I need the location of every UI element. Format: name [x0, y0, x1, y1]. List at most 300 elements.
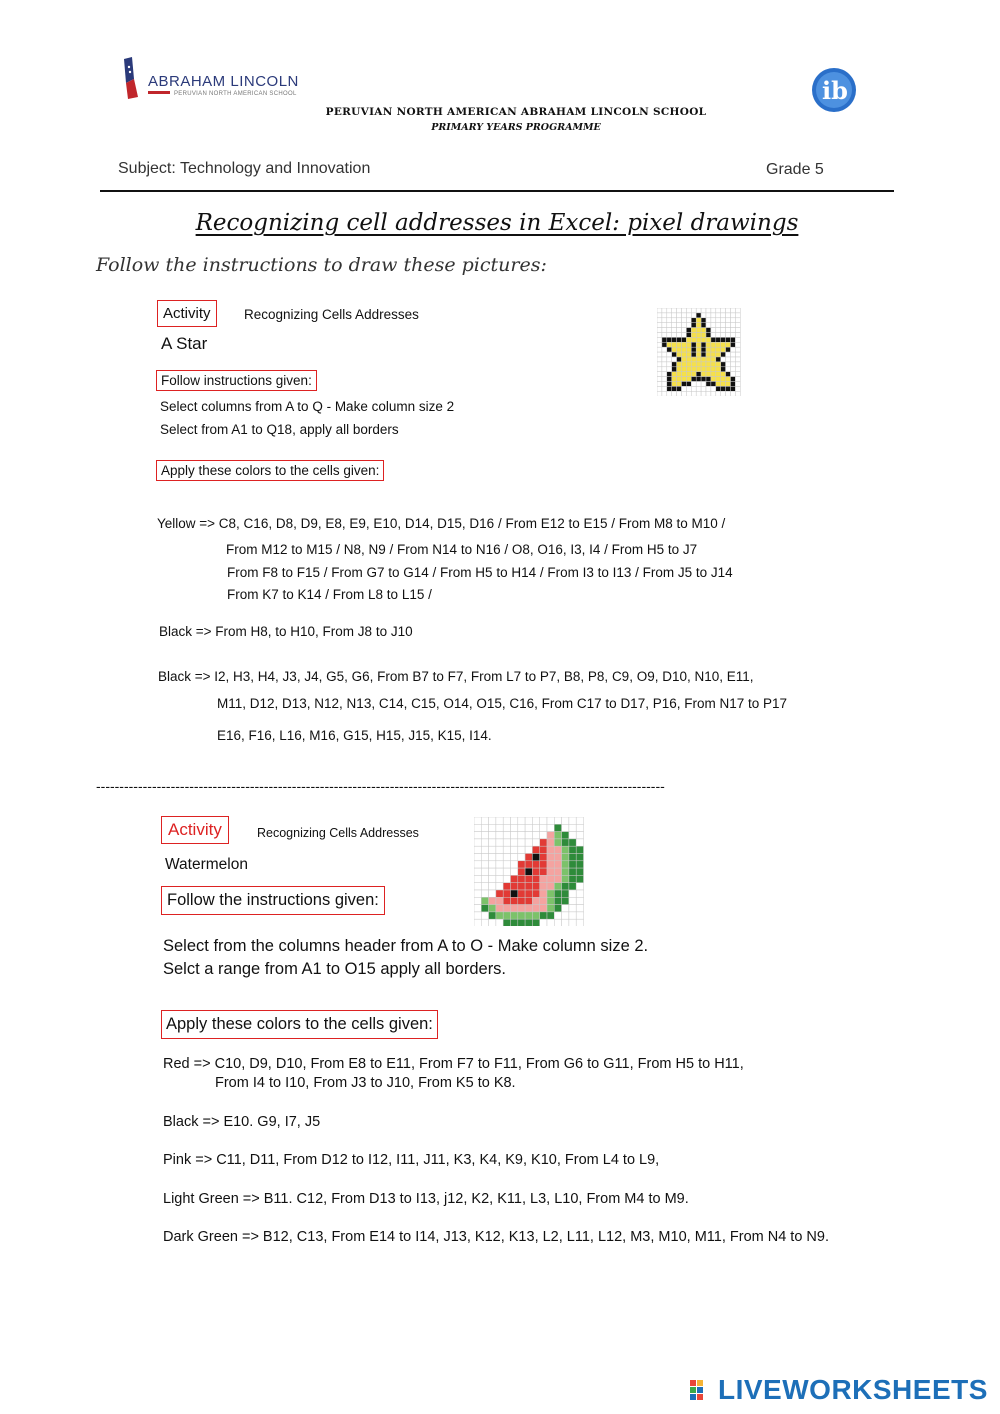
pixel-cell: [525, 824, 532, 831]
intro-text: Follow the instructions to draw these pictures:: [96, 254, 547, 276]
pixel-cell: [691, 362, 696, 367]
activity1-step2: Select from A1 to Q18, apply all borders: [160, 422, 399, 437]
pixel-cell: [474, 824, 481, 831]
pixel-cell: [677, 313, 682, 318]
pixel-cell: [667, 362, 672, 367]
pixel-cell: [706, 372, 711, 377]
pixel-cell: [657, 328, 662, 333]
pixel-cell: [677, 337, 682, 342]
liveworksheets-icon: [690, 1380, 712, 1402]
pixel-cell: [562, 912, 569, 919]
pixel-cell: [682, 386, 687, 391]
pixel-cell: [474, 817, 481, 824]
pixel-cell: [657, 347, 662, 352]
pixel-cell: [547, 919, 554, 926]
pixel-cell: [716, 372, 721, 377]
pixel-cell: [547, 912, 554, 919]
pixel-cell: [518, 824, 525, 831]
pixel-cell: [554, 919, 561, 926]
pixel-cell: [711, 352, 716, 357]
pixel-cell: [662, 382, 667, 387]
pixel-cell: [554, 817, 561, 824]
pixel-cell: [731, 367, 736, 372]
pixel-cell: [721, 313, 726, 318]
pixel-cell: [691, 328, 696, 333]
pixel-cell: [562, 846, 569, 853]
pixel-cell: [489, 919, 496, 926]
pixel-cell: [489, 905, 496, 912]
pixel-cell: [489, 890, 496, 897]
pixel-cell: [731, 328, 736, 333]
pixel-cell: [677, 342, 682, 347]
pixel-cell: [721, 357, 726, 362]
pixel-cell: [489, 868, 496, 875]
pixel-cell: [682, 362, 687, 367]
pixel-cell: [554, 875, 561, 882]
pixel-cell: [721, 362, 726, 367]
pixel-cell: [691, 318, 696, 323]
pixel-cell: [489, 861, 496, 868]
pixel-cell: [731, 333, 736, 338]
pixel-cell: [518, 875, 525, 882]
pixel-cell: [576, 912, 583, 919]
pixel-cell: [554, 824, 561, 831]
pixel-cell: [657, 362, 662, 367]
pixel-cell: [540, 883, 547, 890]
pixel-cell: [532, 905, 539, 912]
pixel-cell: [686, 352, 691, 357]
pixel-cell: [682, 328, 687, 333]
pixel-cell: [481, 861, 488, 868]
pixel-cell: [735, 342, 740, 347]
pixel-cell: [662, 337, 667, 342]
pixel-cell: [525, 839, 532, 846]
pixel-cell: [576, 897, 583, 904]
activity1-step1: Select columns from A to Q - Make column size 2: [160, 399, 455, 414]
pixel-cell: [562, 868, 569, 875]
pixel-cell: [667, 352, 672, 357]
pixel-cell: [657, 308, 662, 313]
pixel-cell: [672, 333, 677, 338]
pixel-cell: [735, 347, 740, 352]
pixel-cell: [735, 362, 740, 367]
pixel-cell: [672, 313, 677, 318]
pixel-cell: [518, 817, 525, 824]
pixel-cell: [547, 905, 554, 912]
pixel-cell: [735, 337, 740, 342]
pixel-cell: [576, 824, 583, 831]
pixel-cell: [481, 905, 488, 912]
pixel-cell: [686, 328, 691, 333]
pixel-cell: [686, 323, 691, 328]
pixel-cell: [496, 832, 503, 839]
pixel-cell: [691, 357, 696, 362]
pixel-cell: [686, 382, 691, 387]
activity1-black-line3: E16, F16, L16, M16, G15, H15, J15, K15, I14.: [217, 728, 492, 743]
pixel-cell: [576, 846, 583, 853]
pixel-cell: [562, 905, 569, 912]
pixel-cell: [696, 372, 701, 377]
pixel-cell: [701, 308, 706, 313]
pixel-cell: [711, 372, 716, 377]
liveworksheets-brand: [690, 1374, 990, 1408]
pixel-cell: [662, 342, 667, 347]
pixel-cell: [706, 352, 711, 357]
pixel-cell: [691, 342, 696, 347]
pixel-cell: [554, 897, 561, 904]
pixel-cell: [701, 386, 706, 391]
pixel-cell: [726, 386, 731, 391]
pixel-cell: [540, 875, 547, 882]
pixel-cell: [701, 347, 706, 352]
pixel-cell: [532, 846, 539, 853]
pixel-cell: [569, 890, 576, 897]
pixel-cell: [731, 323, 736, 328]
pixel-cell: [696, 391, 701, 396]
pixel-cell: [686, 386, 691, 391]
pixel-cell: [657, 323, 662, 328]
pixel-cell: [711, 337, 716, 342]
pixel-cell: [576, 905, 583, 912]
pixel-cell: [662, 391, 667, 396]
pixel-cell: [662, 386, 667, 391]
pixel-cell: [503, 912, 510, 919]
pixel-cell: [554, 839, 561, 846]
pixel-cell: [662, 367, 667, 372]
pixel-cell: [706, 382, 711, 387]
pixel-cell: [481, 832, 488, 839]
pixel-cell: [496, 824, 503, 831]
pixel-cell: [726, 382, 731, 387]
pixel-cell: [525, 854, 532, 861]
activity1-yellow-line2: From M12 to M15 / N8, N9 / From N14 to N16 / O8, O16, I3, I4 / From H5 to J7: [226, 542, 698, 557]
pixel-cell: [518, 890, 525, 897]
pixel-cell: [667, 372, 672, 377]
pixel-cell: [726, 352, 731, 357]
pixel-cell: [686, 357, 691, 362]
pixel-cell: [667, 347, 672, 352]
pixel-cell: [677, 328, 682, 333]
pixel-cell: [540, 861, 547, 868]
pixel-cell: [711, 391, 716, 396]
programme-name: PRIMARY YEARS PROGRAMME: [431, 122, 601, 133]
pixel-cell: [667, 318, 672, 323]
pixel-cell: [532, 832, 539, 839]
pixel-cell: [726, 333, 731, 338]
pixel-cell: [532, 883, 539, 890]
pixel-cell: [576, 839, 583, 846]
pixel-cell: [721, 323, 726, 328]
pixel-cell: [696, 386, 701, 391]
pixel-cell: [686, 377, 691, 382]
pixel-cell: [532, 875, 539, 882]
pixel-cell: [677, 391, 682, 396]
pixel-cell: [691, 386, 696, 391]
pixel-cell: [532, 919, 539, 926]
pixel-cell: [706, 328, 711, 333]
pixel-cell: [532, 868, 539, 875]
pixel-cell: [731, 382, 736, 387]
pixel-cell: [481, 846, 488, 853]
pixel-cell: [525, 832, 532, 839]
pixel-cell: [682, 323, 687, 328]
pixel-cell: [672, 308, 677, 313]
pixel-cell: [657, 318, 662, 323]
pixel-cell: [532, 897, 539, 904]
pixel-cell: [489, 839, 496, 846]
pixel-cell: [716, 362, 721, 367]
pixel-cell: [576, 868, 583, 875]
pixel-cell: [696, 382, 701, 387]
pixel-cell: [540, 832, 547, 839]
pixel-cell: [667, 377, 672, 382]
school-logo: [118, 55, 299, 105]
pixel-cell: [682, 313, 687, 318]
pixel-cell: [503, 919, 510, 926]
pixel-cell: [662, 352, 667, 357]
pixel-cell: [576, 854, 583, 861]
pixel-cell: [672, 323, 677, 328]
pixel-cell: [696, 362, 701, 367]
pixel-cell: [540, 919, 547, 926]
pixel-cell: [657, 372, 662, 377]
activity2-step2: Selct a range from A1 to O15 apply all borders.: [163, 960, 507, 978]
pixel-cell: [569, 846, 576, 853]
pixel-cell: [701, 328, 706, 333]
pixel-cell: [532, 854, 539, 861]
pixel-cell: [711, 377, 716, 382]
pixel-cell: [532, 824, 539, 831]
activity2-light-green: Light Green => B11. C12, From D13 to I13, j12, K2, K11, L3, L10, From M4 to M9.: [163, 1191, 689, 1207]
pixel-cell: [682, 391, 687, 396]
pixel-cell: [667, 313, 672, 318]
pixel-cell: [691, 313, 696, 318]
pixel-cell: [562, 883, 569, 890]
pixel-cell: [711, 323, 716, 328]
activity2-red-line1: Red => C10, D9, D10, From E8 to E11, From F7 to F11, From G6 to G11, From H5 to H11,: [163, 1056, 744, 1072]
pixel-cell: [677, 377, 682, 382]
activity2-red-line2: From I4 to I10, From J3 to J10, From K5 to K8.: [215, 1075, 516, 1091]
ib-logo-icon: [810, 66, 858, 114]
pixel-cell: [691, 347, 696, 352]
pixel-cell: [547, 817, 554, 824]
pixel-cell: [525, 905, 532, 912]
pixel-cell: [701, 367, 706, 372]
pixel-cell: [511, 890, 518, 897]
pixel-cell: [686, 391, 691, 396]
pixel-cell: [696, 352, 701, 357]
pixel-cell: [721, 318, 726, 323]
pixel-cell: [481, 817, 488, 824]
pixel-cell: [696, 308, 701, 313]
pixel-cell: [716, 308, 721, 313]
pixel-cell: [474, 868, 481, 875]
pixel-cell: [496, 883, 503, 890]
pixel-cell: [686, 347, 691, 352]
pixel-cell: [540, 839, 547, 846]
pixel-cell: [576, 890, 583, 897]
pixel-cell: [696, 337, 701, 342]
pixel-cell: [532, 817, 539, 824]
pixel-cell: [682, 377, 687, 382]
activity2-colors-label: Apply these colors to the cells given:: [161, 1010, 438, 1039]
pixel-cell: [731, 342, 736, 347]
pixel-cell: [667, 357, 672, 362]
pixel-cell: [540, 905, 547, 912]
pixel-cell: [662, 377, 667, 382]
pixel-cell: [576, 861, 583, 868]
pixel-cell: [496, 875, 503, 882]
pixel-cell: [735, 323, 740, 328]
pixel-cell: [731, 362, 736, 367]
pixel-cell: [481, 875, 488, 882]
pixel-cell: [677, 352, 682, 357]
activity1-follow-label: Follow instructions given:: [156, 370, 317, 391]
pixel-cell: [716, 377, 721, 382]
pixel-cell: [682, 308, 687, 313]
pixel-cell: [701, 362, 706, 367]
pixel-cell: [691, 377, 696, 382]
pixel-cell: [731, 352, 736, 357]
pixel-cell: [547, 854, 554, 861]
pixel-cell: [696, 342, 701, 347]
pixel-cell: [532, 912, 539, 919]
pixel-cell: [735, 372, 740, 377]
activity1-black-line1: Black => I2, H3, H4, J3, J4, G5, G6, From B7 to F7, From L7 to P7, B8, P8, C9, O9, D10, N10, E11,: [158, 669, 754, 684]
pixel-cell: [569, 875, 576, 882]
pixel-cell: [511, 905, 518, 912]
pixel-cell: [711, 313, 716, 318]
pixel-cell: [657, 333, 662, 338]
pixel-cell: [677, 347, 682, 352]
pixel-cell: [474, 861, 481, 868]
pixel-cell: [691, 337, 696, 342]
pixel-cell: [682, 372, 687, 377]
pixel-cell: [503, 846, 510, 853]
pixel-cell: [525, 897, 532, 904]
pixel-cell: [682, 357, 687, 362]
pixel-cell: [731, 318, 736, 323]
pixel-cell: [518, 883, 525, 890]
pixel-cell: [503, 883, 510, 890]
pixel-cell: [569, 824, 576, 831]
pixel-cell: [554, 868, 561, 875]
pixel-cell: [576, 875, 583, 882]
pixel-cell: [554, 912, 561, 919]
pixel-cell: [672, 377, 677, 382]
pixel-cell: [474, 875, 481, 882]
pixel-cell: [569, 912, 576, 919]
pixel-cell: [721, 382, 726, 387]
activity1-yellow-line1: Yellow => C8, C16, D8, D9, E8, E9, E10, D14, D15, D16 / From E12 to E15 / From M8 to M10 /: [157, 516, 726, 531]
pixel-cell: [511, 824, 518, 831]
pixel-cell: [667, 391, 672, 396]
pixel-cell: [511, 897, 518, 904]
pixel-cell: [711, 342, 716, 347]
activity2-follow-label: Follow the instructions given:: [161, 886, 385, 915]
pixel-cell: [562, 875, 569, 882]
pixel-cell: [576, 832, 583, 839]
pixel-cell: [672, 357, 677, 362]
pixel-cell: [474, 905, 481, 912]
pixel-cell: [735, 367, 740, 372]
pixel-cell: [496, 861, 503, 868]
pixel-cell: [540, 912, 547, 919]
pixel-cell: [706, 386, 711, 391]
pixel-cell: [691, 367, 696, 372]
pixel-cell: [672, 382, 677, 387]
pixel-cell: [711, 386, 716, 391]
pixel-cell: [540, 824, 547, 831]
pixel-cell: [677, 362, 682, 367]
pixel-cell: [667, 328, 672, 333]
pixel-cell: [511, 861, 518, 868]
pixel-cell: [721, 372, 726, 377]
pixel-cell: [716, 347, 721, 352]
pixel-cell: [547, 824, 554, 831]
pixel-cell: [562, 832, 569, 839]
pixel-cell: [672, 362, 677, 367]
grade-label: Grade 5: [766, 161, 824, 178]
pixel-cell: [474, 890, 481, 897]
pixel-cell: [731, 386, 736, 391]
pixel-cell: [701, 352, 706, 357]
pixel-cell: [547, 897, 554, 904]
pixel-cell: [503, 875, 510, 882]
pixel-cell: [696, 318, 701, 323]
pixel-cell: [562, 861, 569, 868]
activity2-pink: Pink => C11, D11, From D12 to I12, I11, J11, K3, K4, K9, K10, From L4 to L9,: [163, 1152, 660, 1168]
activity1-yellow-line3: From F8 to F15 / From G7 to G14 / From H5 to H14 / From I3 to I13 / From J5 to J14: [227, 565, 733, 580]
pixel-cell: [667, 337, 672, 342]
pixel-cell: [554, 861, 561, 868]
pixel-cell: [682, 382, 687, 387]
pixel-cell: [525, 875, 532, 882]
pixel-cell: [711, 308, 716, 313]
pixel-cell: [562, 824, 569, 831]
pixel-cell: [474, 854, 481, 861]
pixel-cell: [657, 337, 662, 342]
pixel-cell: [662, 333, 667, 338]
pixel-cell: [489, 846, 496, 853]
pixel-cell: [686, 308, 691, 313]
pixel-cell: [677, 323, 682, 328]
pixel-cell: [474, 832, 481, 839]
pixel-cell: [667, 386, 672, 391]
page-title: Recognizing cell addresses in Excel: pixel drawings: [195, 210, 799, 236]
pixel-cell: [474, 897, 481, 904]
pixel-cell: [481, 890, 488, 897]
pixel-cell: [701, 318, 706, 323]
pixel-cell: [518, 897, 525, 904]
pixel-cell: [731, 377, 736, 382]
pixel-cell: [701, 333, 706, 338]
pixel-cell: [735, 377, 740, 382]
pixel-cell: [735, 357, 740, 362]
pixel-cell: [726, 323, 731, 328]
pixel-cell: [686, 337, 691, 342]
pixel-cell: [657, 357, 662, 362]
pixel-cell: [657, 391, 662, 396]
pixel-cell: [731, 308, 736, 313]
pixel-cell: [474, 919, 481, 926]
pixel-cell: [716, 323, 721, 328]
pixel-cell: [716, 386, 721, 391]
pixel-cell: [691, 391, 696, 396]
liveworksheets-text: LIVEWORKSHEETS: [718, 1374, 988, 1405]
pixel-cell: [711, 357, 716, 362]
pixel-cell: [503, 905, 510, 912]
